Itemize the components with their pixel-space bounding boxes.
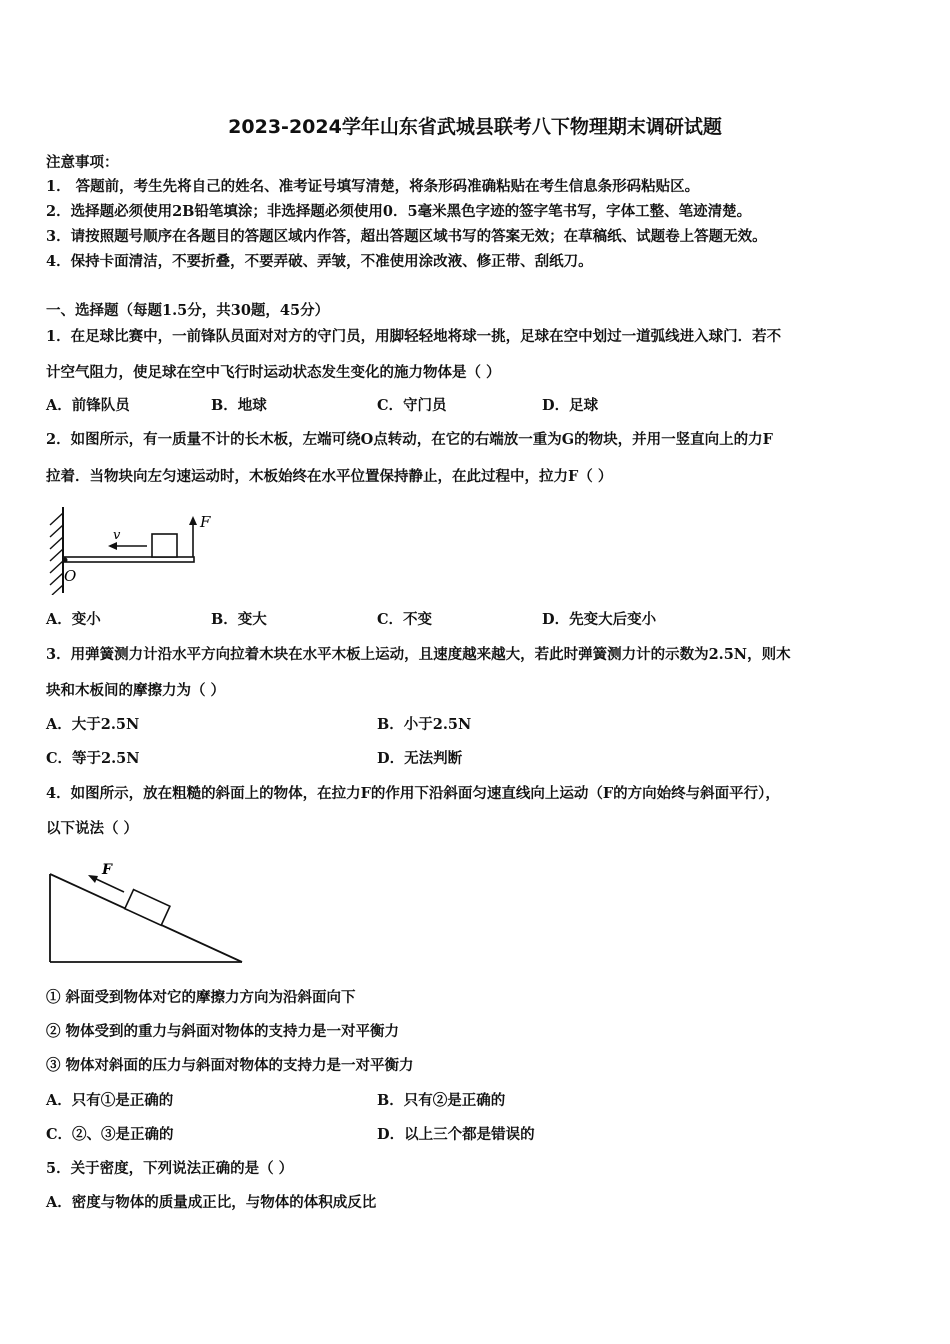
q4-option-c: C．②、③是正确的 bbox=[46, 1126, 174, 1143]
q2-text-line2: 拉着．当物块向左匀速运动时，木板始终在水平位置保持静止，在此过程中，拉力F（ ） bbox=[46, 468, 613, 485]
q1-option-a: A．前锋队员 bbox=[46, 397, 130, 414]
notice-item-4: 4．保持卡面清洁，不要折叠，不要弄破、弄皱，不准使用涂改液、修正带、刮纸刀。 bbox=[46, 253, 593, 270]
pivot-label: O bbox=[64, 567, 77, 585]
q2-option-d: D．先变大后变小 bbox=[542, 611, 657, 628]
q4-option-d: D．以上三个都是错误的 bbox=[377, 1126, 535, 1143]
q4-statement-1: ① 斜面受到物体对它的摩擦力方向为沿斜面向下 bbox=[46, 989, 356, 1006]
q3-text-line1: 3．用弹簧测力计沿水平方向拉着木块在水平木板上运动，且速度越来越大，若此时弹簧测力计的示数为2.5N，则木 bbox=[46, 646, 791, 663]
q1-option-c: C．守门员 bbox=[377, 397, 447, 414]
q4-option-b: B．只有②是正确的 bbox=[377, 1092, 506, 1109]
q2-option-b: B．变大 bbox=[211, 611, 267, 628]
velocity-label: v bbox=[113, 528, 121, 543]
q3-option-c: C．等于2.5N bbox=[46, 750, 140, 767]
q3-option-a: A．大于2.5N bbox=[46, 716, 140, 733]
q2-text-line1: 2．如图所示，有一质量不计的长木板，左端可绕O点转动，在它的右端放一重为G的物块，并用一竖直向上的力F bbox=[46, 431, 773, 448]
section-heading: 一、选择题（每题1.5分，共30题，45分） bbox=[46, 302, 330, 319]
incline-force-label: F bbox=[102, 862, 112, 878]
q3-option-b: B．小于2.5N bbox=[377, 716, 472, 733]
lever-figure bbox=[44, 505, 234, 595]
notice-item-3: 3．请按照题号顺序在各题目的答题区域内作答，超出答题区域书写的答案无效；在草稿纸、试题卷上答题无效。 bbox=[46, 228, 767, 245]
q2-option-c: C．不变 bbox=[377, 611, 433, 628]
q4-text-line2: 以下说法（ ） bbox=[46, 820, 139, 837]
q1-text-line2: 计空气阻力，使足球在空中飞行时运动状态发生变化的施力物体是（ ） bbox=[46, 364, 501, 381]
q4-option-a: A．只有①是正确的 bbox=[46, 1092, 174, 1109]
q4-text-line1: 4．如图所示，放在粗糙的斜面上的物体，在拉力F的作用下沿斜面匀速直线向上运动（F的方向始终与斜面平行）， bbox=[46, 785, 780, 802]
q1-option-b: B．地球 bbox=[211, 397, 267, 414]
q3-text-line2: 块和木板间的摩擦力为（ ） bbox=[46, 682, 226, 699]
notice-heading: 注意事项： bbox=[46, 154, 119, 171]
page-title: 2023-2024学年山东省武城县联考八下物理期末调研试题 bbox=[228, 116, 722, 138]
force-label: F bbox=[200, 513, 211, 531]
q1-option-d: D．足球 bbox=[542, 397, 599, 414]
q1-text-line1: 1．在足球比赛中，一前锋队员面对对方的守门员，用脚轻轻地将球一挑，足球在空中划过一道弧线进入球门．若不 bbox=[46, 328, 782, 345]
q5-option-a: A．密度与物体的质量成正比，与物体的体积成反比 bbox=[46, 1194, 377, 1211]
q5-text-line1: 5．关于密度，下列说法正确的是（ ） bbox=[46, 1160, 294, 1177]
q3-option-d: D．无法判断 bbox=[377, 750, 463, 767]
notice-item-2: 2．选择题必须使用2B铅笔填涂；非选择题必须使用0．5毫米黑色字迹的签字笔书写，字体工整、笔迹清楚。 bbox=[46, 203, 752, 220]
incline-figure bbox=[44, 850, 249, 968]
q2-option-a: A．变小 bbox=[46, 611, 101, 628]
q4-statement-3: ③ 物体对斜面的压力与斜面对物体的支持力是一对平衡力 bbox=[46, 1057, 414, 1074]
notice-item-1: 1． 答题前，考生先将自己的姓名、准考证号填写清楚，将条形码准确粘贴在考生信息条形码粘贴区。 bbox=[46, 178, 700, 195]
q4-statement-2: ② 物体受到的重力与斜面对物体的支持力是一对平衡力 bbox=[46, 1023, 400, 1040]
